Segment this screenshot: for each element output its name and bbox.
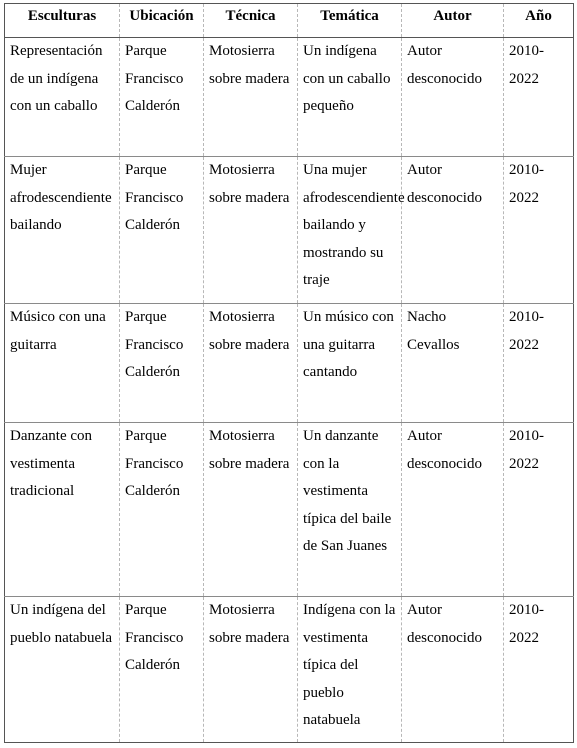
- cell-escultura: [5, 304, 120, 423]
- sculptures-table-container: [4, 3, 574, 743]
- cell-text: Parque Francisco Calderón: [125, 309, 184, 380]
- cell-anio: [504, 597, 574, 743]
- cell-text: Un indígena del pueblo natabuela: [10, 602, 113, 646]
- cell-ubicacion: [120, 38, 204, 157]
- cell-tematica: [298, 597, 402, 743]
- cell-tematica: [298, 38, 402, 157]
- table-header-row: [5, 4, 574, 38]
- cell-text: Motosierra sobre madera: [209, 602, 290, 646]
- table-row: [5, 157, 574, 304]
- cell-tematica: [298, 304, 402, 423]
- cell-tecnica: [204, 157, 298, 304]
- cell-text: Parque Francisco Calderón: [125, 162, 184, 233]
- cell-ubicacion: [120, 304, 204, 423]
- table-row: [5, 597, 574, 743]
- cell-anio: [504, 157, 574, 304]
- cell-anio: [504, 423, 574, 597]
- cell-ubicacion: [120, 597, 204, 743]
- cell-text: Mujer afrodescendiente bailando: [10, 162, 112, 233]
- cell-text: Motosierra sobre madera: [209, 309, 290, 353]
- cell-text: Representación de un indígena con un caballo: [10, 43, 103, 114]
- cell-text: 2010-2022: [509, 162, 544, 206]
- cell-autor: [402, 38, 504, 157]
- cell-text: 2010-2022: [509, 43, 544, 87]
- cell-text: Parque Francisco Calderón: [125, 43, 184, 114]
- cell-tematica: [298, 423, 402, 597]
- header-tematica: Temática: [298, 4, 402, 38]
- cell-text: Nacho Cevallos: [407, 309, 460, 353]
- cell-text: Autor desconocido: [407, 428, 482, 472]
- cell-tecnica: [204, 597, 298, 743]
- cell-tecnica: [204, 38, 298, 157]
- cell-text: Indígena con la vestimenta típica del pueblo natabuela: [303, 602, 396, 728]
- cell-escultura: [5, 157, 120, 304]
- cell-autor: [402, 304, 504, 423]
- cell-text: 2010-2022: [509, 602, 544, 646]
- cell-text: 2010-2022: [509, 309, 544, 353]
- cell-text: Un indígena con un caballo pequeño: [303, 43, 391, 114]
- cell-tecnica: [204, 423, 298, 597]
- header-autor: Autor: [402, 4, 504, 38]
- cell-escultura: [5, 423, 120, 597]
- cell-text: Músico con una guitarra: [10, 309, 106, 353]
- table-row: [5, 38, 574, 157]
- cell-text: Autor desconocido: [407, 162, 482, 206]
- table-row: [5, 304, 574, 423]
- cell-escultura: [5, 38, 120, 157]
- cell-escultura: [5, 597, 120, 743]
- cell-text: Parque Francisco Calderón: [125, 602, 184, 673]
- cell-text: Parque Francisco Calderón: [125, 428, 184, 499]
- cell-text: Motosierra sobre madera: [209, 428, 290, 472]
- cell-text: Un músico con una guitarra cantando: [303, 309, 394, 380]
- cell-text: Autor desconocido: [407, 602, 482, 646]
- cell-anio: [504, 38, 574, 157]
- cell-ubicacion: [120, 157, 204, 304]
- header-tecnica: Técnica: [204, 4, 298, 38]
- cell-autor: [402, 157, 504, 304]
- cell-text: Una mujer afrodescendiente bailando y mostrando su traje: [303, 162, 405, 288]
- header-ubicacion: Ubicación: [120, 4, 204, 38]
- sculptures-table: [4, 3, 574, 743]
- cell-tematica: [298, 157, 405, 304]
- header-esculturas: Esculturas: [5, 4, 120, 38]
- cell-anio: [504, 304, 574, 423]
- cell-text: Motosierra sobre madera: [209, 162, 290, 206]
- cell-text: Autor desconocido: [407, 43, 482, 87]
- table-row: [5, 423, 574, 597]
- cell-autor: [402, 423, 504, 597]
- cell-autor: [402, 597, 504, 743]
- header-anio: Año: [504, 4, 574, 38]
- cell-text: Motosierra sobre madera: [209, 43, 290, 87]
- cell-text: 2010-2022: [509, 428, 544, 472]
- cell-tecnica: [204, 304, 298, 423]
- cell-ubicacion: [120, 423, 204, 597]
- cell-text: Un danzante con la vestimenta típica del baile de San Juanes: [303, 428, 392, 554]
- cell-text: Danzante con vestimenta tradicional: [10, 428, 93, 499]
